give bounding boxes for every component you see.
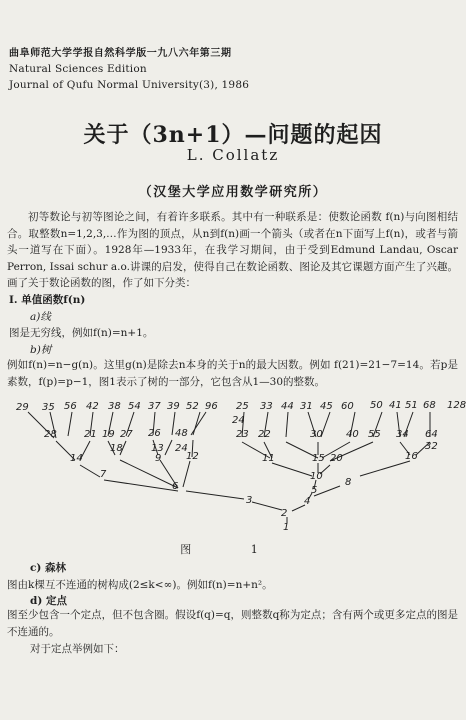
- node-37: 37: [148, 401, 161, 412]
- node-24b: 24: [175, 443, 188, 454]
- node-50: 50: [370, 400, 383, 411]
- item-d-text: 图至少包含一个定点，但不包含圈。假设f(q)=q，则整数q称为定点；含有两个或更多定点的图是不连通的。: [7, 609, 458, 638]
- node-38: 38: [108, 401, 121, 412]
- node-5: 5: [311, 485, 318, 496]
- node-7: 7: [100, 469, 107, 480]
- item-a-heading: a)线: [30, 311, 51, 323]
- node-54: 54: [128, 401, 141, 412]
- node-51: 51: [405, 400, 418, 411]
- node-25: 25: [236, 401, 249, 412]
- item-a-text: 图是无穷线，例如f(n)=n+1。: [9, 327, 154, 339]
- node-68: 68: [423, 400, 436, 411]
- figure-tree: [0, 393, 466, 533]
- node-13: 13: [151, 443, 164, 454]
- item-b-heading: b)树: [30, 344, 52, 356]
- figure-caption: 图 1: [180, 543, 286, 556]
- node-42: 42: [86, 401, 99, 412]
- node-14: 14: [70, 453, 83, 464]
- node-30: 30: [310, 429, 323, 440]
- item-d-heading: d) 定点: [30, 595, 67, 607]
- node-15: 15: [312, 453, 325, 464]
- node-128: 128: [447, 400, 466, 411]
- node-64: 64: [425, 429, 438, 440]
- item-c-text: 图由k棵互不连通的树构成(2≤k<∞)。例如f(n)=n+n²。: [7, 579, 273, 591]
- fixed-point-intro: 对于定点举例如下：: [30, 643, 125, 655]
- node-40: 40: [346, 429, 359, 440]
- node-2: 2: [281, 508, 288, 519]
- item-c-heading: c) 森林: [30, 562, 67, 574]
- article-title: 关于（3n+1）—问题的起因: [83, 122, 383, 148]
- node-26: 26: [148, 428, 161, 439]
- node-20: 20: [330, 453, 343, 464]
- node-27: 27: [120, 429, 133, 440]
- node-28: 28: [44, 429, 57, 440]
- node-24: 24: [232, 415, 245, 426]
- node-33: 33: [260, 401, 273, 412]
- node-10: 10: [310, 471, 323, 482]
- node-44: 44: [281, 401, 294, 412]
- journal-header-journal: Journal of Qufu Normal University(3), 1986: [9, 79, 250, 91]
- node-6: 6: [172, 481, 179, 492]
- node-12: 12: [186, 451, 199, 462]
- node-22: 22: [258, 429, 271, 440]
- section-heading: Ⅰ. 单值函数f(n): [9, 294, 86, 306]
- node-34: 34: [396, 429, 409, 440]
- node-4: 4: [304, 496, 311, 507]
- journal-header-edition: Natural Sciences Edition: [9, 63, 147, 75]
- node-23: 23: [236, 429, 249, 440]
- node-9: 9: [155, 453, 162, 464]
- node-31: 31: [300, 401, 313, 412]
- node-16: 16: [405, 451, 418, 462]
- node-1: 1: [283, 522, 290, 533]
- tree-node-labels: [16, 400, 466, 533]
- node-21: 21: [84, 429, 97, 440]
- item-b-text: 例如f(n)=n−g(n)。这里g(n)是除去n本身的关于n的最大因数。例如 f(21)=21−7=14。若p是素数，f(p)=p−1，图1表示了树的一部分，它包含从1—30的整数。: [7, 359, 458, 388]
- intro-paragraph: 初等数论与初等图论之间，有着许多联系。其中有一种联系是：使数论函数 f(n)与向图相结合。取整数n=1,2,3,…作为图的顶点，从n到f(n)画一个箭头（或者在n下面写上f(n)，或者与箭头一道写在下面）。1928年—1933年，在我学习期间，由于受到Edmund Landau, Oscar Perron, Issai schur a.o.讲课的启发，使得自己在数论函数、图论及其它课题方面产生了兴趣。画了关于数论函数的图，作了如下分类：: [7, 211, 458, 289]
- node-11: 11: [262, 453, 275, 464]
- node-52: 52: [186, 401, 199, 412]
- node-39: 39: [167, 401, 180, 412]
- node-55: 55: [368, 429, 381, 440]
- node-32: 32: [425, 441, 438, 452]
- node-48: 48: [175, 428, 188, 439]
- node-18: 18: [110, 443, 123, 454]
- node-35: 35: [42, 402, 55, 413]
- node-19: 19: [102, 429, 115, 440]
- node-45: 45: [320, 401, 333, 412]
- affiliation: （汉堡大学应用数学研究所）: [138, 185, 328, 200]
- journal-header-chinese: 曲阜师范大学学报自然科学版一九八六年第三期: [9, 48, 232, 59]
- author: L. Collatz: [186, 146, 280, 164]
- node-29: 29: [16, 402, 29, 413]
- node-41: 41: [389, 400, 402, 411]
- node-60: 60: [341, 401, 354, 412]
- node-56: 56: [64, 401, 77, 412]
- node-3: 3: [246, 495, 253, 506]
- node-96: 96: [205, 401, 218, 412]
- node-8: 8: [345, 477, 352, 488]
